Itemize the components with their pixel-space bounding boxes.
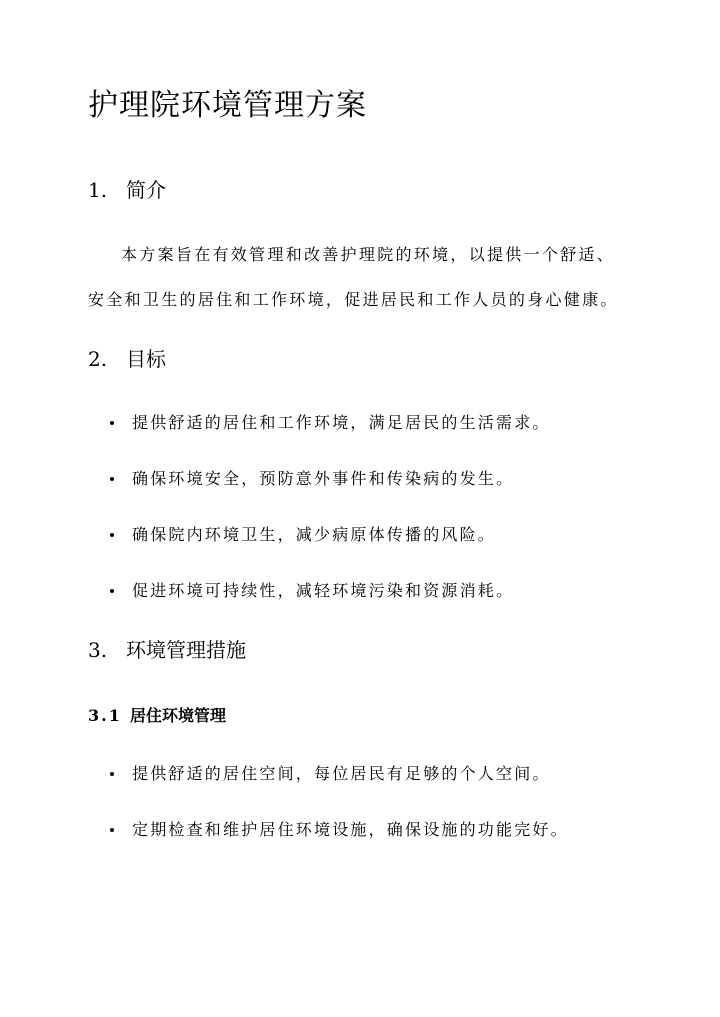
section-heading-measures [88, 636, 246, 664]
list-item-text: 定期检查和维护居住环境设施，确保设施的功能完好。 [132, 820, 569, 839]
section-number: 2. [88, 347, 108, 371]
list-item-text: 提供舒适的居住空间，每位居民有足够的个人空间。 [132, 764, 551, 783]
section-number: 1. [88, 178, 108, 202]
section-number: 3. [88, 638, 108, 662]
bullet-dot-icon [110, 589, 114, 593]
bullet-dot-icon [110, 828, 114, 832]
section-title: 目标 [126, 347, 166, 371]
bullet-dot-icon [110, 421, 114, 425]
document-title: 护理院环境管理方案 [88, 88, 367, 123]
bullet-dot-icon [110, 533, 114, 537]
list-item-text: 确保环境安全，预防意外事件和传染病的发生。 [132, 469, 515, 488]
bullet-dot-icon [110, 772, 114, 776]
section-heading-goals [88, 345, 166, 373]
list-item-text: 提供舒适的居住和工作环境，满足居民的生活需求。 [132, 413, 551, 432]
intro-paragraph-line-2: 安全和卫生的居住和工作环境，促进居民和工作人员的身心健康。 [88, 290, 619, 309]
subsection-heading-living [88, 705, 226, 727]
section-title: 环境管理措施 [126, 638, 246, 662]
subsection-number: 3.1 [88, 706, 122, 725]
bullet-dot-icon [110, 477, 114, 481]
list-item-text: 促进环境可持续性，减轻环境污染和资源消耗。 [132, 581, 515, 600]
section-title: 简介 [126, 178, 166, 202]
intro-paragraph-line-1: 本方案旨在有效管理和改善护理院的环境，以提供一个舒适、 [121, 245, 616, 264]
subsection-title: 居住环境管理 [130, 706, 227, 725]
list-item-text: 确保院内环境卫生，减少病原体传播的风险。 [132, 525, 497, 544]
section-heading-intro [88, 176, 166, 204]
